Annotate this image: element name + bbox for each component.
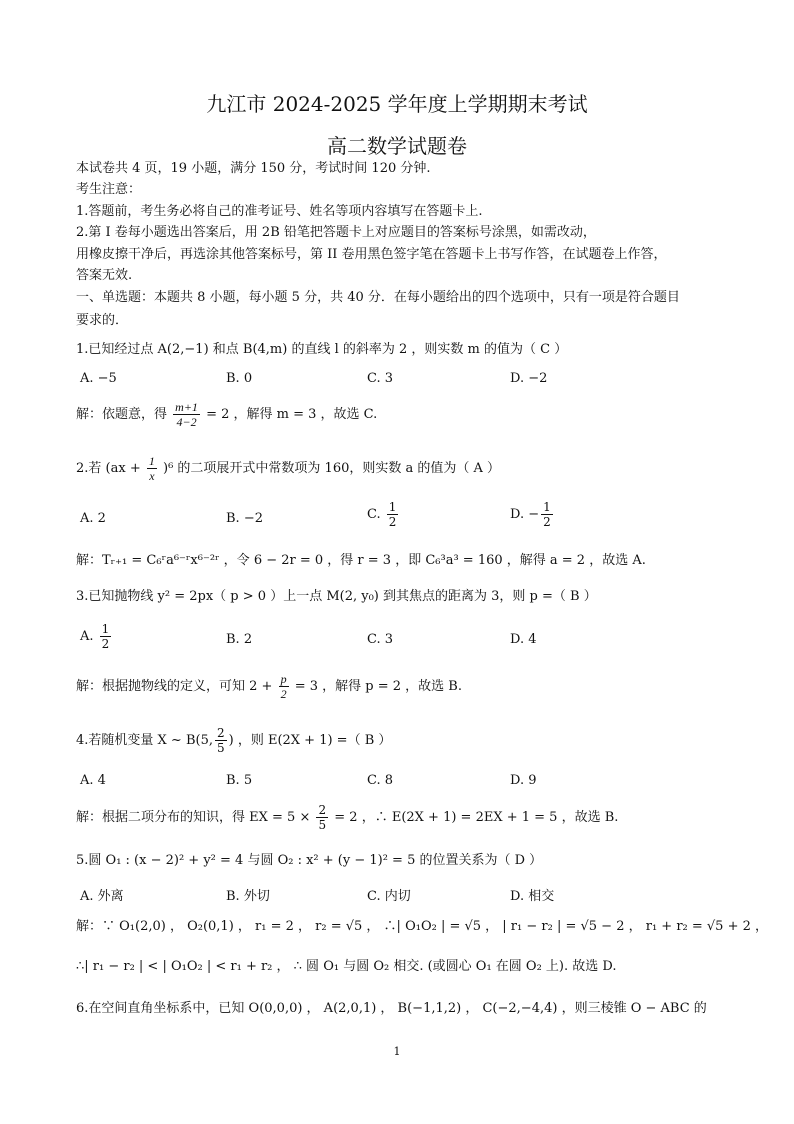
q1-option-b: B. 0 — [226, 371, 253, 386]
q1-option-d: D. −2 — [510, 371, 548, 386]
q1-solution: 解：依题意，得 $\frac{m+1}{4-2}$ = 2 ，解得 m = 3 ，故选 C. — [76, 400, 378, 429]
section-heading-line-1: 一、单选题：本题共 8 小题，每小题 5 分，共 40 分．在每小题给出的四个选项中，只有一项是符合题目 — [76, 290, 680, 305]
q1-solution-fraction: $\frac{m+1}{4-2}$ — [175, 400, 198, 429]
intro-line-2: 考生注意： — [76, 182, 142, 197]
q2-option-b: B. −2 — [226, 511, 263, 526]
intro-line-3: 1.答题前，考生务必将自己的准考证号、姓名等项内容填写在答题卡上. — [76, 204, 483, 219]
q5-option-d: D. 相交 — [510, 889, 555, 904]
q4-stem: 4.若随机变量 X ~ B(5, $\frac{2}{5}$ ) ，则 E(2X + 1) =（ B ） — [76, 726, 392, 755]
q3-solution-fraction: $\frac{p}{2}$ — [280, 672, 287, 701]
q1-stem: 1.已知经过点 A(2,−1) 和点 B(4,m) 的直线 l 的斜率为 2 ，则实数 m 的值为（ C ） — [76, 342, 568, 357]
q2-option-c-fraction: $\frac{1}{2}$ — [388, 500, 397, 529]
q2-stem-fraction: $\frac{1}{x}$ — [148, 454, 155, 483]
intro-line-5: 用橡皮擦干净后，再选涂其他答案标号，第 II 卷用黑色签字笔在答题卡上书写作答，在试题卷上作答， — [76, 247, 667, 262]
q1-option-a: A. −5 — [80, 371, 117, 386]
intro-line-4: 2.第 I 卷每小题选出答案后，用 2B 铅笔把答题卡上对应题目的答案标号涂黑，如需改动， — [76, 225, 596, 240]
q4-stem-fraction: $\frac{2}{5}$ — [216, 726, 225, 755]
q2-stem: 2.若 (ax + $\frac{1}{x}$ )⁶ 的二项展开式中常数项为 160，则实数 a 的值为（ A ） — [76, 454, 501, 483]
q3-option-a: A. $\frac{1}{2}$ — [80, 622, 110, 651]
q3-option-c: C. 3 — [367, 632, 394, 647]
q3-option-a-fraction: $\frac{1}{2}$ — [101, 622, 110, 651]
q1-option-c: C. 3 — [367, 371, 394, 386]
q2-option-a: A. 2 — [80, 511, 106, 526]
q3-option-b: B. 2 — [226, 632, 253, 647]
q4-option-a: A. 4 — [80, 773, 106, 788]
intro-line-6: 答案无效. — [76, 268, 133, 283]
q2-option-c: C. $\frac{1}{2}$ — [367, 500, 397, 529]
q3-solution: 解：根据抛物线的定义，可知 2 + $\frac{p}{2}$ = 3 ，解得 p = 2 ，故选 B. — [76, 672, 462, 701]
q4-solution: 解：根据二项分布的知识，得 EX = 5 × $\frac{2}{5}$ = 2 ，∴ E(2X + 1) = 2EX + 1 = 5 ，故选 B. — [76, 803, 619, 832]
q3-option-d: D. 4 — [510, 632, 537, 647]
q4-option-c: C. 8 — [367, 773, 394, 788]
page-number: 1 — [393, 1045, 401, 1058]
q5-option-a: A. 外离 — [80, 889, 124, 904]
q4-solution-fraction: $\frac{2}{5}$ — [318, 803, 327, 832]
q2-solution: 解：Tᵣ₊₁ = C₆ʳa⁶⁻ʳx⁶⁻²ʳ ，令 6 − 2r = 0 ，得 r = 3 ，即 C₆³a³ = 160 ，解得 a = 2 ，故选 A. — [76, 553, 646, 568]
intro-line-1: 本试卷共 4 页，19 小题，满分 150 分，考试时间 120 分钟. — [76, 161, 431, 176]
exam-title: 九江市 2024-2025 学年度上学期期末考试 — [206, 92, 588, 116]
q3-stem: 3.已知抛物线 y² = 2px（ p > 0 ）上一点 M(2, y₀) 到其焦点的距离为 3，则 p =（ B ） — [76, 589, 597, 604]
q5-option-c: C. 内切 — [367, 889, 411, 904]
q5-option-b: B. 外切 — [226, 889, 270, 904]
q5-stem: 5.圆 O₁ : (x − 2)² + y² = 4 与圆 O₂ : x² + (y − 1)² = 5 的位置关系为（ D ） — [76, 853, 543, 868]
section-heading-line-2: 要求的． — [76, 313, 129, 328]
q4-option-d: D. 9 — [510, 773, 537, 788]
q6-stem: 6.在空间直角坐标系中，已知 O(0,0,0) ， A(2,0,1) ， B(−1,1,2) ， C(−2,−4,4) ，则三棱锥 O − ABC 的 — [76, 1001, 707, 1016]
q4-option-b: B. 5 — [226, 773, 253, 788]
q5-solution-line-2: ∴| r₁ − r₂ | < | O₁O₂ | < r₁ + r₂ ， ∴ 圆 O₁ 与圆 O₂ 相交. (或圆心 O₁ 在圆 O₂ 上). 故选 D. — [76, 959, 617, 974]
q2-option-d: D. − $\frac{1}{2}$ — [510, 500, 551, 529]
exam-subtitle: 高二数学试题卷 — [327, 134, 467, 158]
q2-option-d-fraction: $\frac{1}{2}$ — [543, 500, 551, 529]
q5-solution-line-1: 解：∵ O₁(2,0) ， O₂(0,1) ， r₁ = 2 ， r₂ = √5 ， ∴| O₁O₂ | = √5 ， | r₁ − r₂ | = √5 − 2 ， r₁ + r₂ = √5 + 2 ， — [76, 919, 769, 934]
